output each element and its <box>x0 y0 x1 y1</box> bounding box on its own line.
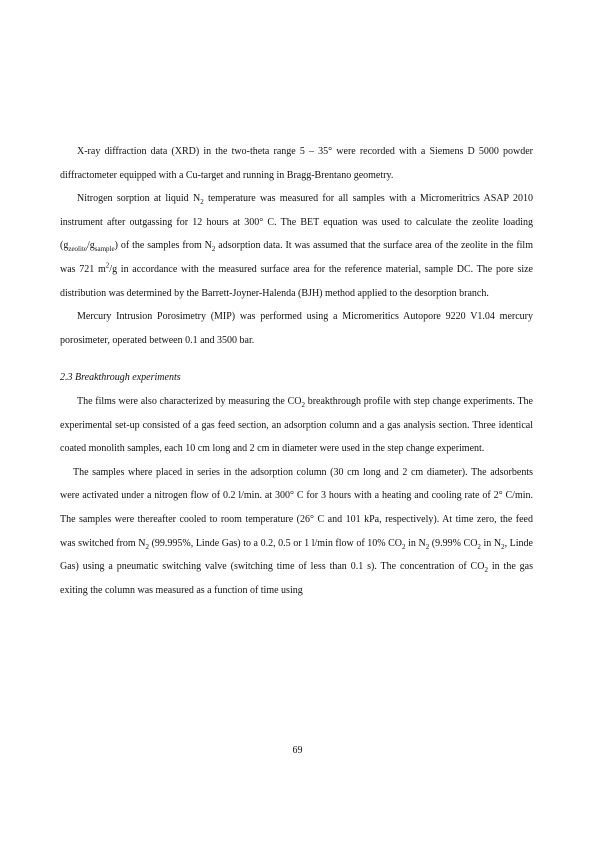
co2-subscript: 2 <box>301 400 305 409</box>
paragraph-films <box>60 390 533 461</box>
paragraph-mip <box>60 305 533 352</box>
samples-text-b: (99.995%, Linde Gas) to a 0.2, 0.5 or 1 l/min flow of 10% CO <box>149 537 403 549</box>
n2-text-a: Nitrogen sorption at liquid N <box>77 193 201 205</box>
n2-subscript: 2 <box>200 198 204 207</box>
samples-text-f: , Linde Gas) using a pneumatic switching valve (switching time of less than 0.1 s). The concentration of CO <box>60 537 533 573</box>
sample-subscript: sample <box>94 245 115 254</box>
body-text <box>60 140 533 602</box>
samples-subscript-3: 2 <box>425 542 430 551</box>
n2-text-e: /g in accordance with the measured surface area for the reference material, sample DC. The pore size distribution was determined by the Barrett-Joyner-Halenda (BJH) method applied to the desorption branch. <box>60 263 533 299</box>
n2-subscript-2: 2 <box>211 245 216 254</box>
m2-superscript: 2 <box>105 261 110 270</box>
samples-subscript-2: 2 <box>402 542 406 551</box>
n2-text-b: temperature was measured for all samples with a Micromeritrics ASAP 2010 instrument after outgassing for 12 hours at 300° C. The BET equation was used to calculate the zeolite loading (g <box>60 193 533 252</box>
samples-text-d: (9.99% CO <box>429 537 478 549</box>
samples-subscript-4: 2 <box>477 542 481 551</box>
page-number: 69 <box>292 745 303 756</box>
section-heading <box>60 366 533 390</box>
paragraph-xrd <box>60 140 533 187</box>
n2-slash: /g <box>87 240 95 252</box>
paragraph-samples <box>60 461 533 603</box>
films-text-b: breakthrough profile with step change experiments. The experimental set-up consisted of a gas feed section, an adsorption column and a gas analysis section. Three identical coated monolith samples, each 10 cm long and 2 cm in diameter were used in the step change experiment. <box>60 395 533 455</box>
samples-subscript-6: 2 <box>484 566 488 575</box>
films-text-a: The films were also characterized by measuring the CO <box>77 395 302 407</box>
samples-text-c: in N <box>405 537 426 549</box>
samples-text-e: in N <box>480 537 502 549</box>
zeolite-subscript: zeolite <box>68 245 87 254</box>
n2-text-d: adsorption data. It was assumed that the surface area of the zeolite in the film was 721 m <box>60 240 533 275</box>
samples-subscript-1: 2 <box>145 542 149 551</box>
samples-text-a: The samples where placed in series in the adsorption column (30 cm long and 2 cm diameter). The adsorbents were activated under a nitrogen flow of 0.2 l/min. at 300° C for 3 hours with a heating and cooling rate of 2° C/min. The samples were thereafter cooled to room temperature (26° C and 101 kPa, respectively). At time zero, the feed was switched from N <box>60 466 533 549</box>
xrd-text: X-ray diffraction data (XRD) in the two-theta range 5 – 35° were recorded with a Siemens D 5000 powder diffractometer equipped with a Cu-target and running in Bragg-Brentano geometry. <box>60 146 533 181</box>
n2-text-c: ) of the samples from N <box>114 240 212 252</box>
samples-text-g: in the gas exiting the column was measured as a function of time using <box>60 561 533 596</box>
samples-subscript-5: 2 <box>501 542 505 551</box>
mip-text: Mercury Intrusion Porosimetry (MIP) was performed using a Micromeritics Autopore 9220 V1.04 mercury porosimeter, operated between 0.1 and 3500 bar. <box>60 311 533 346</box>
paragraph-nitrogen-sorption <box>60 187 533 305</box>
section-heading-text: 2.3 Breakthrough experiments <box>60 372 181 384</box>
